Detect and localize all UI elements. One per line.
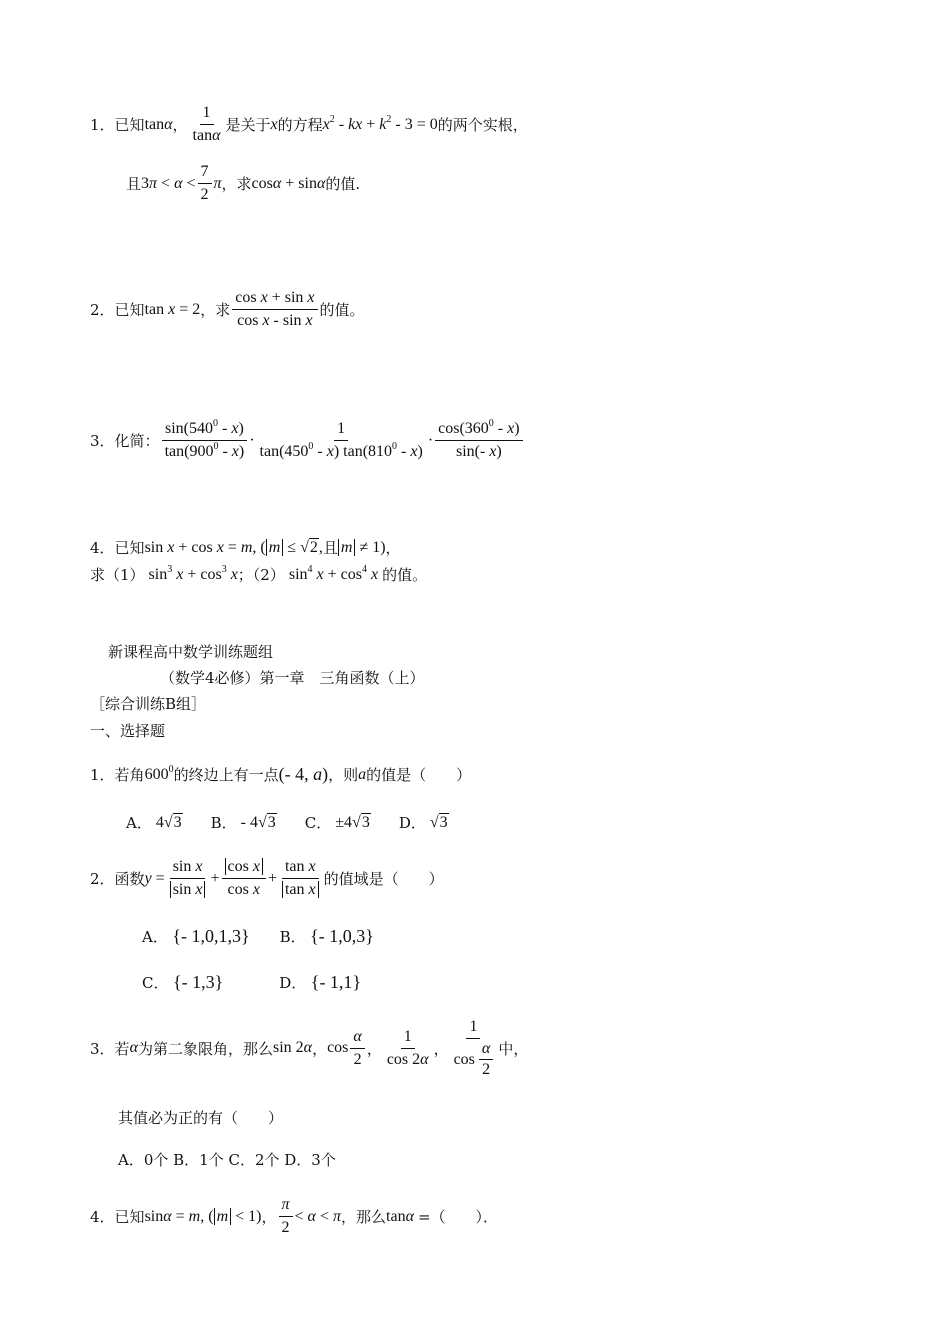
option-d-value: - 1,1 (319, 972, 353, 992)
problem-number: 4． (90, 1208, 115, 1226)
choice-2: 2． 函数 y = $\frac{\text{sin x}}{\text{sin x}}$ + $\frac{\text{cos x}}{\text{cos x}}$ + $\frac{\text{tan x}}{\text{tan x}}$ 的值域是（ ） (90, 858, 444, 898)
problem-4-line-2: 求（1） $\sin^3 x + \cos^3 x$ ；（2） $\sin^4 x + \cos^4 x$ 的值。 (90, 563, 428, 584)
choice-2-options-row-2: C． { - 1,3 } D． { - 1,1 } (142, 972, 362, 992)
math-inequality: 3π < α < (141, 174, 196, 192)
option-a-value: 4√3 (151, 813, 182, 831)
section-title: 新课程高中数学训练题组 (108, 643, 274, 661)
problem-1-line-2: 且 3π < α < $\frac{7}{2}$ π ，求 cosα + sinα 的值. (126, 163, 361, 203)
section-subtitle: （数学4必修）第一章 三角函数（上） (160, 669, 425, 687)
choice-1-options: A． 4√3 B． - 4√3 C． ±4√3 D． √3 (126, 813, 448, 832)
problem-1-line-1: 1． 已知 tanα ， $\frac{1}{\tan\alpha}$ 是关于 x 的方程 $x^2$ - kx + $k^2 - 3 = 0$ 的两个实根， (90, 104, 528, 144)
math-equation: $x^2$ - kx + $k^2 - 3 = 0$ (322, 113, 438, 133)
math-fraction: $\frac{\text{cos x + sin x}}{\text{cos x - sin x}}$ (232, 289, 317, 330)
problem-number: 3． (90, 432, 115, 450)
problem-3: 3． 化简： $\frac{\sin(540^0 - x)}{\tan(900^0 - x)}$ · $\frac{1}{\tan(450^0 - x) \tan(810^0 - x)}$ · $\frac{\cos(360^0 - x)}{\sin(- x)}$ (90, 420, 525, 461)
option-c-value: ±4√3 (331, 813, 370, 831)
problem-2: 2． 已知 tan x = 2 ，求 $\frac{\text{cos x + sin x}}{\text{cos x - sin x}}$ 的值。 (90, 289, 365, 329)
group-label: ［综合训练B组］ (90, 695, 207, 713)
problem-number: 2． (90, 301, 115, 319)
math-fraction: $\frac{1}{\tan\alpha}$ (192, 104, 221, 144)
option-c-value: - 1,3 (181, 972, 215, 992)
problem-number: 3． (90, 1039, 115, 1058)
choice-3: 3． 若 α 为第二象限角，那么 sin 2α ， cos $\frac{\alpha}{2}$ ， $\frac{1}{\cos 2\alpha}$ ， 1 cos $\frac{\alpha}{2}$ 中， (90, 1018, 529, 1078)
math-tan-alpha: tanα (144, 115, 173, 133)
option-b-value: - 1,0,3 (318, 926, 366, 946)
choice-2-options-row-1: A． { - 1,0,1,3 } B． { - 1,0,3 } (142, 926, 374, 946)
option-b-value: - 4√3 (236, 813, 276, 831)
problem-4-line-1: 4． 已知 sin x + cos x = m, ( m ≤ √2, 且 m ≠ 1) ， (90, 538, 401, 557)
choice-4: 4． 已知 sinα = m, ( m < 1) ， $\frac{\pi}{2}$ < α < π ，那么 tanα =（ ）． (90, 1196, 499, 1236)
choice-3-line-2: 其值必为正的有（ ） (118, 1109, 284, 1127)
problem-number: 1． (90, 116, 115, 134)
option-a-value: - 1,0,1,3 (180, 926, 241, 946)
problem-number: 1． (90, 766, 115, 784)
problem-number: 4． (90, 539, 115, 557)
choice-3-options: A．0个 B．1个 C．2个 D．3个 (118, 1151, 336, 1169)
section-heading: 一、选择题 (90, 722, 166, 740)
option-d-value: √3 (425, 813, 448, 831)
choice-1: 1． 若角 $600^0$ 的终边上有一点 (- 4, a) ，则 a 的值是（ ） (90, 763, 472, 784)
problem-number: 2． (90, 870, 115, 888)
